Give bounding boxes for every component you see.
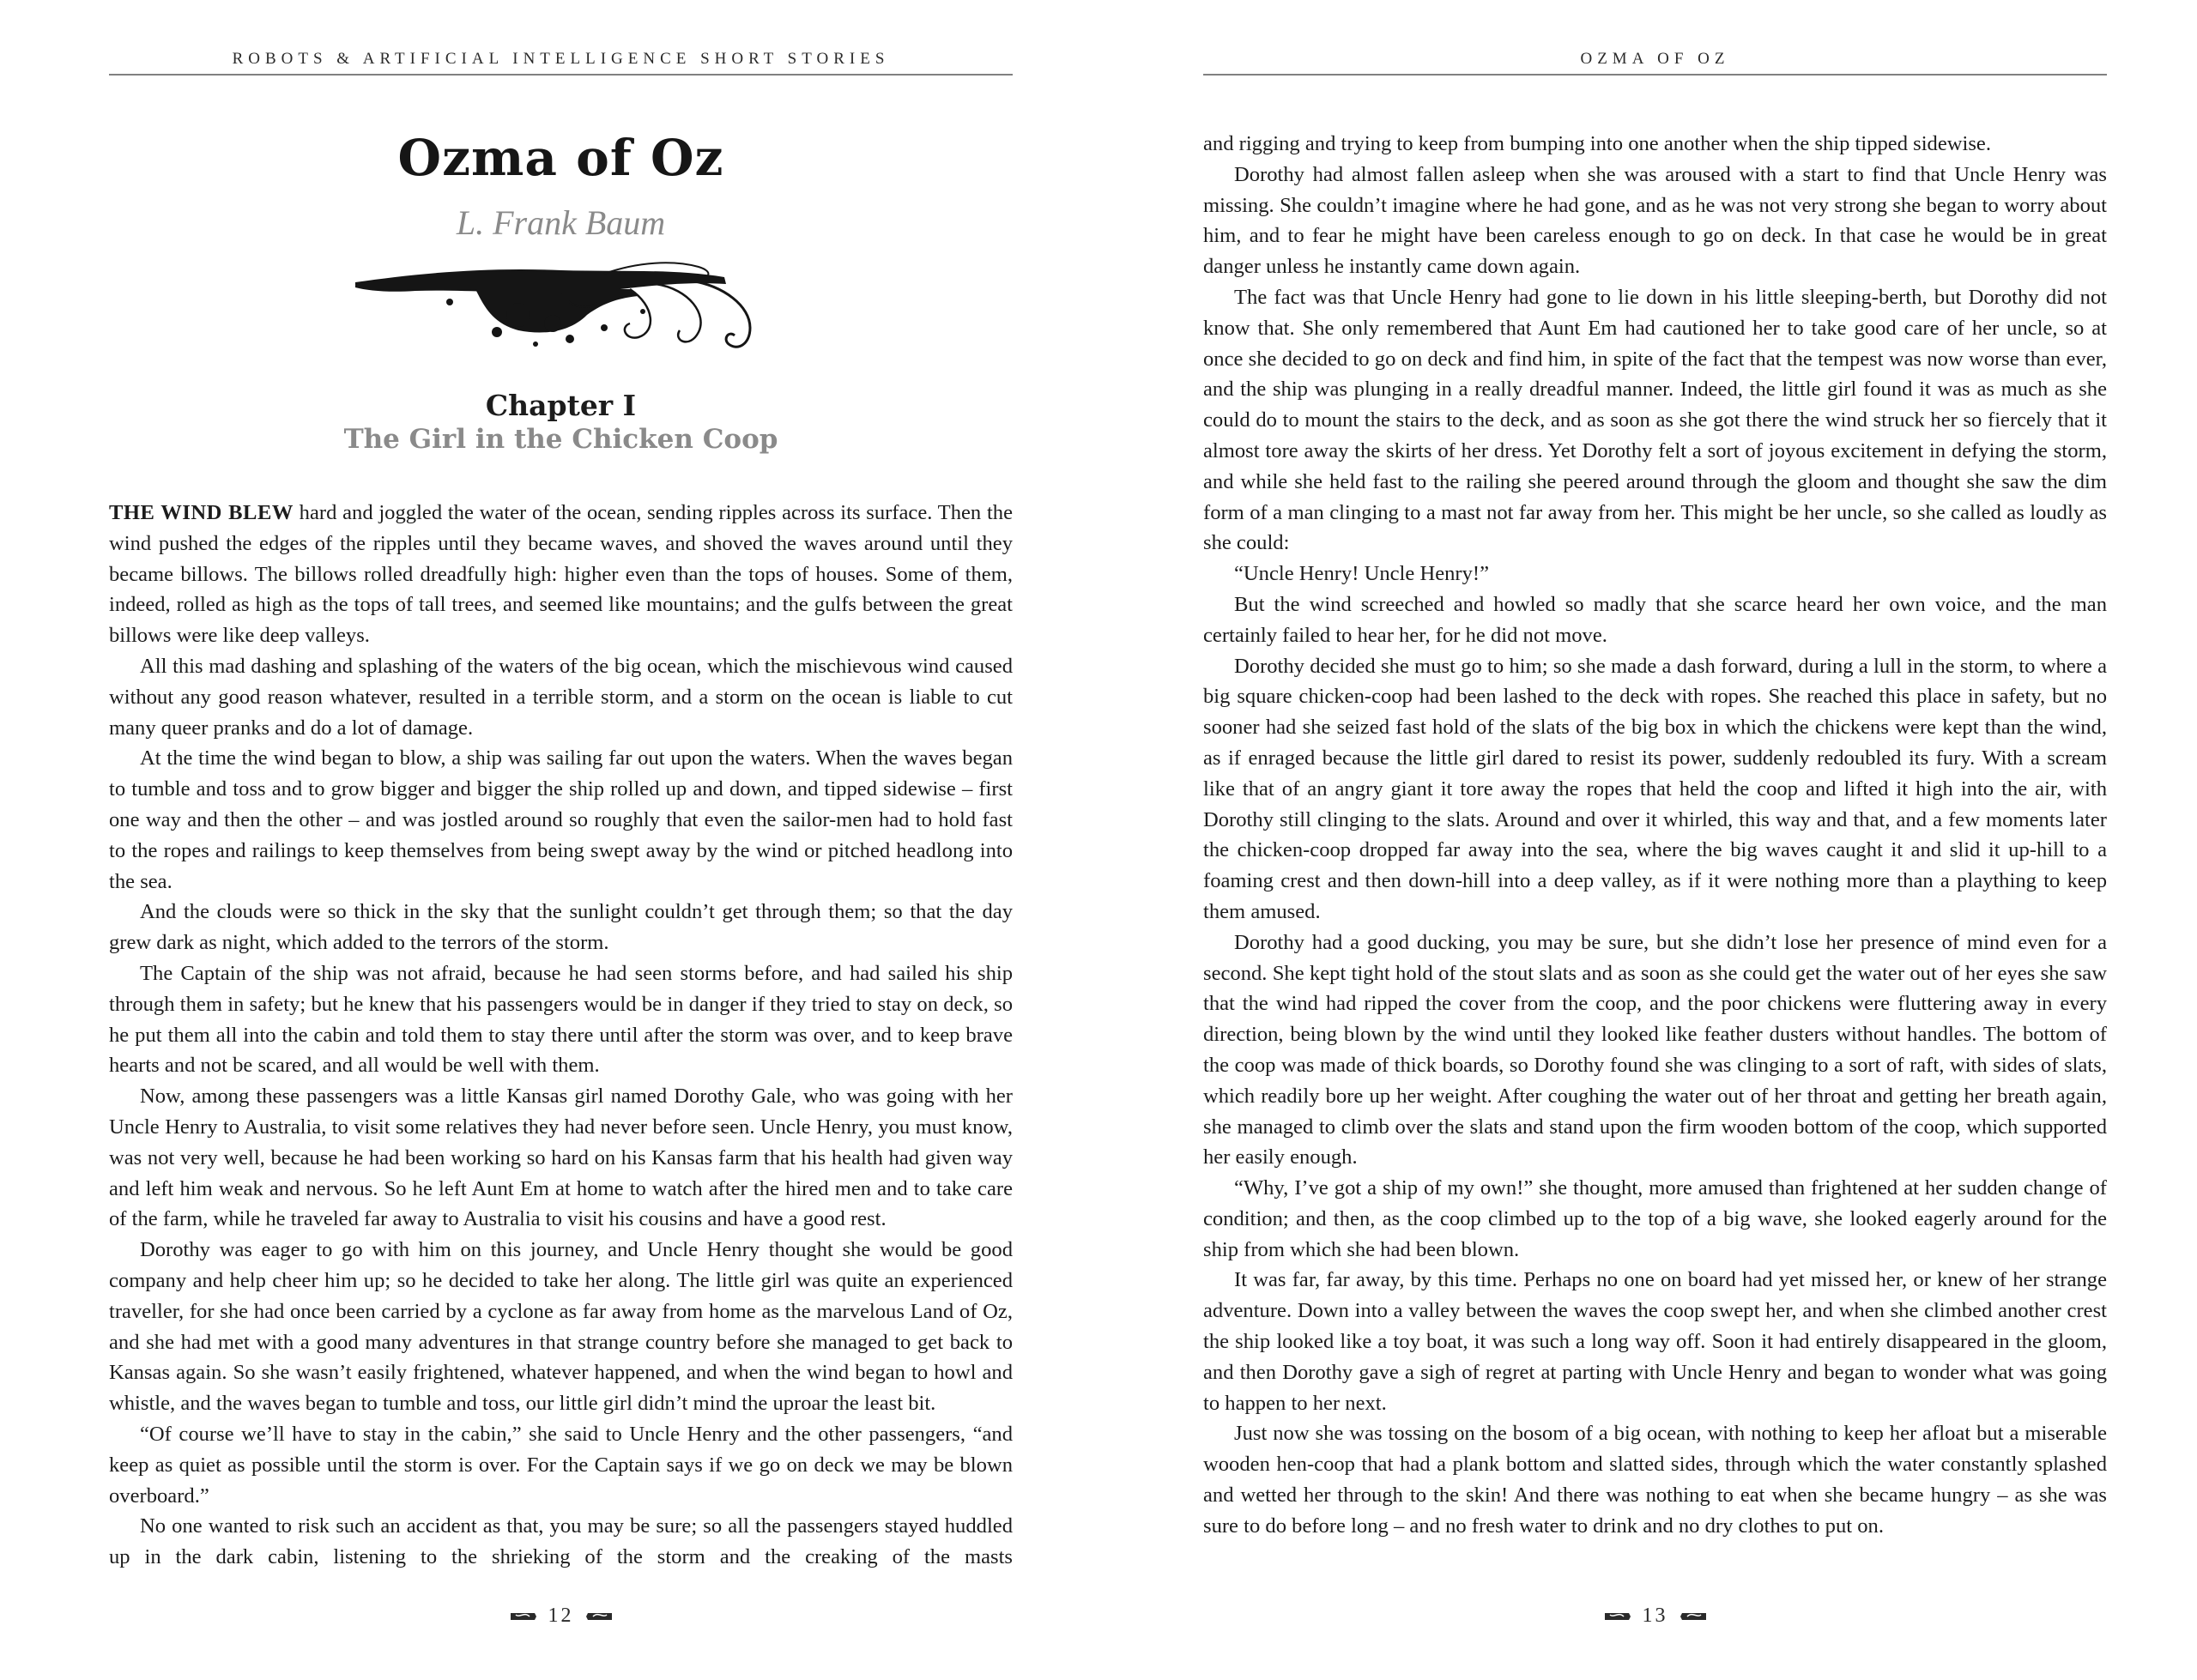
folio-ornament-right-icon: [584, 1610, 614, 1623]
paragraph: “Of course we’ll have to stay in the cabin,” she said to Uncle Henry and the other passengers, “and keep as quiet as possible until the storm is over. For the Captain says if we go on deck we may be blown overboard.”: [109, 1422, 1013, 1508]
right-page: [1203, 0, 2107, 1680]
paragraph: Dorothy decided she must go to him; so she made a dash forward, during a lull in the storm, to where a big square chicken-coop had been lashed to the deck with ropes. She reached this place in safety, but no sooner had she seized fast hold of the slats of the big box in which the chickens were kept than the wind, as if enraged because the little girl dared to resist its power, suddenly redoubled its fury. With a scream like that of an angry giant it tore away the ropes that held the coop and lifted it high into the air, with Dorothy still clinging to the slats. Around and over it whirled, this way and that, and a few moments later the chicken-coop dropped far away into the sea, where the big waves caught it and slid it up-hill to a foaming crest and then down-hill into a deep valley, as if it were nothing more than a plaything to keep them amused.: [1203, 654, 2107, 923]
left-body-text: [109, 498, 1013, 1573]
paragraph: The fact was that Uncle Henry had gone to lie down in his little sleeping-berth, but Dorothy did not know that. She only remembered that Aunt Em had cautioned her to take good care of her uncle, so at once she decided to go on deck and find him, in spite of the fact that the tempest was now worse than ever, and the ship was plunging in a really dreadful manner. Indeed, the little girl found it was as much as she could do to mount the stairs to the deck, and as soon as she got there the wind struck her so fiercely that it almost tore away the skirts of her dress. Yet Dorothy felt a sort of joyous excitement in defying the storm, and while she held fast to the railing she peered around through the gloom and thought she saw the dim form of a man clinging to a mast not far away from her. This might be her uncle, so she called as loudly as she could:: [1203, 285, 2107, 555]
chapter-number: Chapter I: [485, 389, 637, 422]
paragraph: Just now she was tossing on the bosom of a big ocean, with nothing to keep her afloat but a miserable wooden hen-coop that had a plank bottom and slatted sides, through which the water constantly splashed and wetted her through to the skin! And there was nothing to eat when she became hungry – as she was sure to do before long – and no fresh water to drink and no dry clothes to put on.: [1203, 1422, 2107, 1538]
folio-ornament-left-icon: [1603, 1610, 1632, 1623]
folio-ornament-right-icon: [1679, 1610, 1708, 1623]
paragraph: And the clouds were so thick in the sky that the sunlight couldn’t get through them; so that the day grew dark as night, which added to the terrors of the storm.: [109, 900, 1013, 955]
paragraph: The Captain of the ship was not afraid, because he had seen storms before, and had sailed his ship through them in safety; but he knew that his passengers would be in danger if they tried to stay on deck, so he put them all into the cabin and told them to stay there until after the storm was over, and to keep brave hearts and not be scared, and all would be well with them.: [109, 961, 1013, 1078]
story-title: Ozma of Oz: [397, 129, 724, 187]
paragraph: At the time the wind began to blow, a ship was sailing far out upon the waters. When the waves began to tumble and toss and to grow bigger and bigger the ship rolled up and down, and tipped sidewise – first one way and then the other – and was jostled around so roughly that even the sailor-men had to hold fast to the ropes and railings to keep themselves from being swept away by the wind or pitched headlong into the sea.: [109, 746, 1013, 893]
paragraph: Dorothy had almost fallen asleep when she was aroused with a start to find that Uncle Henry was missing. She couldn’t imagine where he had gone, and as he was not very strong she began to worry about him, and to fear he might have been careless enough to go on deck. In that case he would be in great danger unless he instantly came down again.: [1203, 162, 2107, 279]
paragraph: It was far, far away, by this time. Perhaps no one on board had yet missed her, or knew of her strange adventure. Down into a valley between the waves the coop swept her, and when she climbed another crest the ship looked like a toy boat, it was such a long way off. Soon it had entirely disappeared in the gloom, and then Dorothy gave a sigh of regret at parting with Uncle Henry and began to wonder what was going to happen to her next.: [1203, 1268, 2107, 1415]
title-block: [109, 129, 1013, 455]
right-body-text: [1203, 129, 2107, 1542]
paragraph: Dorothy was eager to go with him on this journey, and Uncle Henry thought she would be good company and help cheer him up; so he decided to take her along. The little girl was quite an experienced traveller, for she had once been carried by a cyclone as far away from home as the marvelous Land of Oz, and she had met with a good many adventures in that strange country before she managed to get back to Kansas again. So she wasn’t easily frightened, whatever happened, and when the wind began to howl and whistle, and the waves began to tumble and toss, our little girl didn’t mind the uproar the least bit.: [109, 1238, 1013, 1416]
page-number-left: [109, 1604, 1013, 1628]
story-author: L. Frank Baum: [456, 203, 666, 242]
chapter-title: The Girl in the Chicken Coop: [343, 424, 778, 455]
first-paragraph: [109, 498, 1013, 651]
folio-ornament-left-icon: [509, 1610, 538, 1623]
page-number-right: [1203, 1604, 2107, 1628]
running-head-left: ROBOTS & ARTIFICIAL INTELLIGENCE SHORT STORIES: [109, 50, 1013, 76]
continuation-paragraph: and rigging and trying to keep from bumping into one another when the ship tipped sidewise.: [1203, 132, 1991, 155]
paragraph: All this mad dashing and splashing of the waters of the big ocean, which the mischievous wind caused without any good reason whatever, resulted in a terrible storm, and a storm on the ocean is liable to cut many queer pranks and do a lot of damage.: [109, 654, 1013, 740]
ink-splash-ornament-icon: [347, 255, 776, 358]
paragraph: No one wanted to risk such an accident as that, you may be sure; so all the passengers stayed huddled up in the dark cabin, listening to the shrieking of the storm and the creaking of the masts: [109, 1514, 1013, 1569]
paragraph: Now, among these passengers was a little Kansas girl named Dorothy Gale, who was going with her Uncle Henry to Australia, to visit some relatives they had never before seen. Uncle Henry, you must know, was not very well, because he had been working so hard on his Kansas farm that his health had given way and left him weak and nervous. So he left Aunt Em at home to watch after the hired men and to take care of the farm, while he traveled far away to Australia to visit his cousins and have a good rest.: [109, 1085, 1013, 1231]
running-head-right: OZMA OF OZ: [1203, 50, 2107, 76]
page-number: 12: [548, 1604, 574, 1627]
page-number: 13: [1642, 1604, 1668, 1627]
paragraph: “Why, I’ve got a ship of my own!” she thought, more amused than frightened at her sudden change of condition; and then, as the coop climbed up to the top of a big wave, she looked eagerly around for the ship from which she had been blown.: [1203, 1176, 2107, 1261]
paragraph: Dorothy had a good ducking, you may be sure, but she didn’t lose her presence of mind even for a second. She kept tight hold of the stout slats and as soon as she could get the water out of her eyes she saw that the wind had ripped the cover from the coop, and the poor chickens were fluttering away in every direction, being blown by the wind until they looked like feather dusters without handles. The bottom of the coop was made of thick boards, so Dorothy found she was clinging to a sort of raft, with sides of slats, which readily bore up her weight. After coughing the water out of her throat and getting her breath again, she managed to climb over the slats and stand upon the firm wooden bottom of the coop, which supported her easily enough.: [1203, 930, 2107, 1169]
left-page: [109, 0, 1013, 1680]
first-paragraph-rest: hard and joggled the water of the ocean, sending ripples across its surface. Then the wind pushed the edges of the ripples until they became waves, and shoved the waves around until they became billows. The billows rolled dreadfully high: higher even than the tops of houses. Some of them, indeed, rolled as high as the tops of tall trees, and seemed like mountains; and the gulfs between the great billows were like deep valleys.: [109, 501, 1013, 648]
paragraph: “Uncle Henry! Uncle Henry!”: [1234, 562, 1490, 586]
lead-in: THE WIND BLEW: [109, 501, 294, 524]
paragraph: But the wind screeched and howled so madly that she scarce heard her own voice, and the man certainly failed to hear her, for he did not move.: [1203, 592, 2107, 647]
